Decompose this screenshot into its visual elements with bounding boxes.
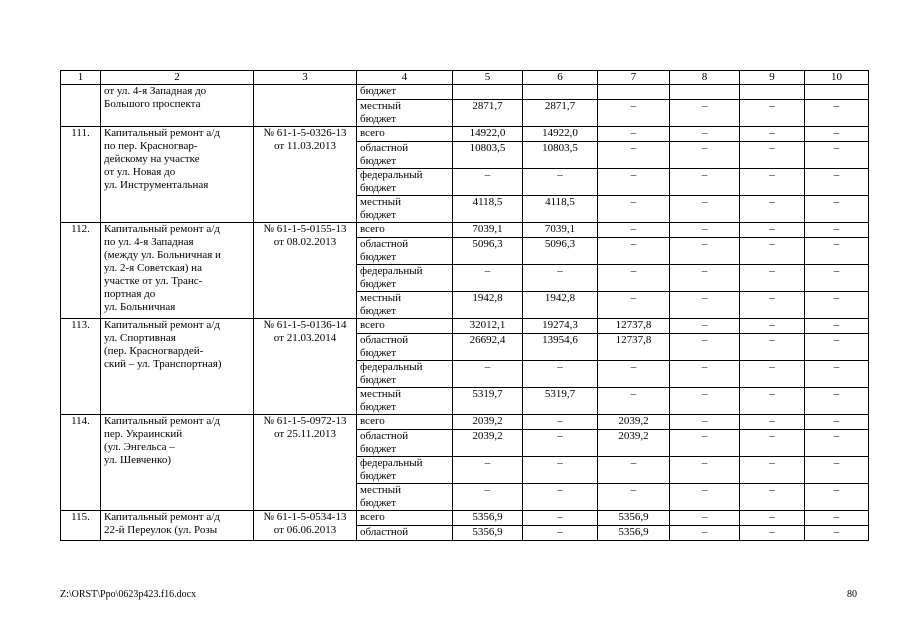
value-cell: – <box>740 388 805 415</box>
value-cell: 7039,1 <box>523 223 598 238</box>
value-cell: – <box>740 430 805 457</box>
value-cell: – <box>805 334 869 361</box>
budget-table <box>60 70 869 541</box>
value-cell <box>523 85 598 100</box>
item-name-cell: Капитальный ремонт а/д 22-й Переулок (ул. Розы <box>101 511 254 541</box>
item-name-cell: от ул. 4-я Западная до Большого проспекта <box>101 85 254 127</box>
value-cell: – <box>740 238 805 265</box>
item-document-cell: № 61-1-5-0136-14 от 21.03.2014 <box>254 319 357 415</box>
value-cell: 7039,1 <box>453 223 523 238</box>
value-cell: – <box>805 100 869 127</box>
value-cell: – <box>523 526 598 541</box>
item-number-cell: 112. <box>61 223 101 319</box>
value-cell: 5356,9 <box>598 526 670 541</box>
budget-source-cell: бюджет <box>357 85 453 100</box>
value-cell: – <box>670 388 740 415</box>
value-cell: – <box>805 223 869 238</box>
value-cell: – <box>805 511 869 526</box>
value-cell: 2039,2 <box>598 430 670 457</box>
item-document-cell: № 61-1-5-0155-13 от 08.02.2013 <box>254 223 357 319</box>
value-cell: – <box>805 457 869 484</box>
value-cell: – <box>740 415 805 430</box>
item-number-cell: 114. <box>61 415 101 511</box>
footer-page-number: 80 <box>847 589 857 600</box>
value-cell: 4118,5 <box>453 196 523 223</box>
value-cell: – <box>740 361 805 388</box>
budget-source-cell: областной бюджет <box>357 238 453 265</box>
item-document-cell: № 61-1-5-0534-13 от 06.06.2013 <box>254 511 357 541</box>
value-cell: – <box>598 142 670 169</box>
value-cell: – <box>670 292 740 319</box>
value-cell: – <box>670 415 740 430</box>
table-row <box>61 511 869 526</box>
budget-source-cell: местный бюджет <box>357 100 453 127</box>
value-cell: 13954,6 <box>523 334 598 361</box>
table-row <box>61 223 869 238</box>
value-cell: – <box>670 265 740 292</box>
value-cell: – <box>598 388 670 415</box>
value-cell: – <box>523 169 598 196</box>
value-cell: – <box>598 223 670 238</box>
value-cell <box>453 85 523 100</box>
value-cell: – <box>805 292 869 319</box>
value-cell <box>740 85 805 100</box>
value-cell: – <box>598 457 670 484</box>
header-cell: 7 <box>598 71 670 85</box>
value-cell: – <box>453 361 523 388</box>
value-cell: – <box>523 361 598 388</box>
budget-source-cell: всего <box>357 511 453 526</box>
budget-source-cell: федеральный бюджет <box>357 457 453 484</box>
value-cell: – <box>740 457 805 484</box>
budget-source-cell: местный бюджет <box>357 484 453 511</box>
value-cell: 12737,8 <box>598 334 670 361</box>
header-cell: 2 <box>101 71 254 85</box>
header-cell: 1 <box>61 71 101 85</box>
item-number-cell: 111. <box>61 127 101 223</box>
value-cell: – <box>805 142 869 169</box>
header-cell: 4 <box>357 71 453 85</box>
value-cell: – <box>598 484 670 511</box>
value-cell: 2039,2 <box>453 430 523 457</box>
value-cell: 5319,7 <box>453 388 523 415</box>
budget-source-cell: местный бюджет <box>357 292 453 319</box>
value-cell: – <box>805 361 869 388</box>
value-cell: – <box>670 457 740 484</box>
value-cell: 2039,2 <box>598 415 670 430</box>
value-cell: – <box>740 292 805 319</box>
value-cell: – <box>523 415 598 430</box>
value-cell: – <box>740 319 805 334</box>
value-cell: – <box>453 484 523 511</box>
item-document-cell: № 61-1-5-0326-13 от 11.03.2013 <box>254 127 357 223</box>
value-cell: – <box>598 265 670 292</box>
value-cell: – <box>740 169 805 196</box>
value-cell: 2871,7 <box>523 100 598 127</box>
budget-source-cell: местный бюджет <box>357 196 453 223</box>
value-cell: – <box>670 127 740 142</box>
value-cell: 5096,3 <box>523 238 598 265</box>
value-cell: – <box>670 511 740 526</box>
item-name-cell: Капитальный ремонт а/д по пер. Красногвар- дейскому на участке от ул. Новая до ул. Инструментальная <box>101 127 254 223</box>
value-cell: – <box>805 238 869 265</box>
value-cell: – <box>805 169 869 196</box>
budget-source-cell: областной бюджет <box>357 334 453 361</box>
value-cell <box>805 85 869 100</box>
budget-source-cell: всего <box>357 319 453 334</box>
budget-source-cell: областной <box>357 526 453 541</box>
item-number-cell <box>61 85 101 127</box>
value-cell: – <box>740 526 805 541</box>
value-cell: 10803,5 <box>523 142 598 169</box>
value-cell: – <box>670 142 740 169</box>
header-cell: 10 <box>805 71 869 85</box>
header-cell: 6 <box>523 71 598 85</box>
value-cell: – <box>740 511 805 526</box>
value-cell: – <box>805 415 869 430</box>
value-cell: – <box>670 334 740 361</box>
value-cell: – <box>805 388 869 415</box>
value-cell: – <box>598 238 670 265</box>
value-cell: 1942,8 <box>523 292 598 319</box>
value-cell: 12737,8 <box>598 319 670 334</box>
table-row <box>61 319 869 334</box>
value-cell: 5319,7 <box>523 388 598 415</box>
header-cell: 8 <box>670 71 740 85</box>
budget-source-cell: федеральный бюджет <box>357 265 453 292</box>
header-cell: 5 <box>453 71 523 85</box>
value-cell: – <box>805 319 869 334</box>
budget-source-cell: федеральный бюджет <box>357 361 453 388</box>
item-number-cell: 115. <box>61 511 101 541</box>
value-cell: – <box>805 265 869 292</box>
value-cell: – <box>523 430 598 457</box>
value-cell: – <box>598 100 670 127</box>
value-cell: – <box>740 484 805 511</box>
value-cell: – <box>670 526 740 541</box>
value-cell: – <box>805 196 869 223</box>
header-cell: 3 <box>254 71 357 85</box>
budget-source-cell: областной бюджет <box>357 142 453 169</box>
value-cell: – <box>805 127 869 142</box>
item-document-cell: № 61-1-5-0972-13 от 25.11.2013 <box>254 415 357 511</box>
value-cell: – <box>598 196 670 223</box>
value-cell: – <box>740 100 805 127</box>
value-cell: – <box>598 127 670 142</box>
budget-source-cell: всего <box>357 223 453 238</box>
value-cell: 2871,7 <box>453 100 523 127</box>
value-cell: – <box>670 238 740 265</box>
item-name-cell: Капитальный ремонт а/д пер. Украинский (ул. Энгельса – ул. Шевченко) <box>101 415 254 511</box>
value-cell: 26692,4 <box>453 334 523 361</box>
budget-source-cell: всего <box>357 127 453 142</box>
budget-source-cell: местный бюджет <box>357 388 453 415</box>
value-cell: – <box>805 430 869 457</box>
value-cell: 5356,9 <box>598 511 670 526</box>
value-cell: – <box>740 142 805 169</box>
value-cell: – <box>670 319 740 334</box>
table-row <box>61 127 869 142</box>
value-cell: – <box>805 526 869 541</box>
item-number-cell: 113. <box>61 319 101 415</box>
value-cell: – <box>740 196 805 223</box>
header-cell: 9 <box>740 71 805 85</box>
value-cell: – <box>670 361 740 388</box>
value-cell: – <box>670 169 740 196</box>
value-cell: – <box>523 457 598 484</box>
budget-source-cell: областной бюджет <box>357 430 453 457</box>
value-cell: – <box>740 127 805 142</box>
value-cell: – <box>805 484 869 511</box>
value-cell: – <box>670 484 740 511</box>
value-cell: – <box>670 196 740 223</box>
value-cell: – <box>740 265 805 292</box>
value-cell: – <box>598 169 670 196</box>
value-cell: 19274,3 <box>523 319 598 334</box>
value-cell: 4118,5 <box>523 196 598 223</box>
value-cell: 5356,9 <box>453 511 523 526</box>
table-body <box>61 71 869 541</box>
budget-source-cell: всего <box>357 415 453 430</box>
value-cell: – <box>598 361 670 388</box>
value-cell: 10803,5 <box>453 142 523 169</box>
value-cell <box>598 85 670 100</box>
value-cell: – <box>523 511 598 526</box>
value-cell: – <box>523 265 598 292</box>
value-cell: – <box>670 223 740 238</box>
value-cell: – <box>740 223 805 238</box>
value-cell: – <box>670 430 740 457</box>
header-row <box>61 71 869 85</box>
value-cell: – <box>740 334 805 361</box>
value-cell: – <box>453 265 523 292</box>
value-cell: – <box>598 292 670 319</box>
value-cell: – <box>670 100 740 127</box>
value-cell: 2039,2 <box>453 415 523 430</box>
value-cell: 5096,3 <box>453 238 523 265</box>
table-row <box>61 415 869 430</box>
value-cell: – <box>453 169 523 196</box>
value-cell: – <box>453 457 523 484</box>
value-cell: 32012,1 <box>453 319 523 334</box>
item-name-cell: Капитальный ремонт а/д ул. Спортивная (пер. Красногвардей- ский – ул. Транспортная) <box>101 319 254 415</box>
item-document-cell <box>254 85 357 127</box>
value-cell: 14922,0 <box>523 127 598 142</box>
value-cell: – <box>523 484 598 511</box>
footer-file-path: Z:\ORST\Ppo\0623p423.f16.docx <box>60 589 197 600</box>
value-cell: 5356,9 <box>453 526 523 541</box>
table-row <box>61 85 869 100</box>
item-name-cell: Капитальный ремонт а/д по ул. 4-я Западная (между ул. Больничная и ул. 2-я Советская) на участке от ул. Транс- портная до ул. Больничная <box>101 223 254 319</box>
value-cell: 14922,0 <box>453 127 523 142</box>
value-cell: 1942,8 <box>453 292 523 319</box>
value-cell <box>670 85 740 100</box>
budget-source-cell: федеральный бюджет <box>357 169 453 196</box>
